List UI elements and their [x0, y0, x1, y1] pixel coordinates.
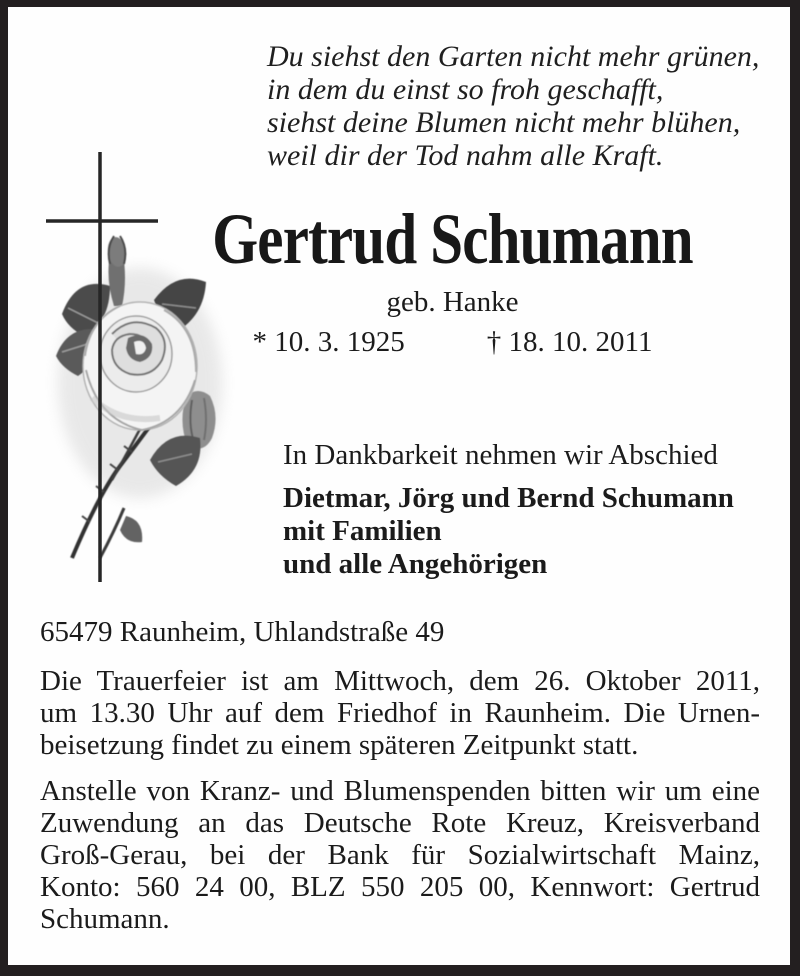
maiden-name: geb. Hanke — [386, 286, 519, 318]
funeral-line: um 13.30 Uhr auf dem Friedhof in Raunheim. Die Urnen- — [40, 697, 760, 729]
verse-line: weil dir der Tod nahm alle Kraft. — [267, 139, 664, 172]
mourners-line: Dietmar, Jörg und Bernd Schumann — [283, 482, 734, 514]
mourners-line: mit Familien — [283, 515, 442, 547]
verse-line: siehst deine Blumen nicht mehr blühen, — [267, 106, 741, 139]
donation-info — [40, 775, 760, 935]
verse-line: in dem du einst so froh geschafft, — [267, 73, 664, 106]
mourners-line: und alle Angehörigen — [283, 548, 548, 580]
life-dates — [115, 326, 790, 359]
verse-line: Du siehst den Garten nicht mehr grünen, — [267, 40, 760, 73]
birth-date: * 10. 3. 1925 — [252, 326, 405, 358]
funeral-line: Die Trauerfeier ist am Mittwoch, dem 26. Oktober 2011, — [40, 665, 760, 697]
funeral-info — [40, 665, 760, 761]
home-address: 65479 Raunheim, Uhlandstraße 49 — [40, 616, 445, 648]
donation-line: Groß-Gerau, bei der Bank für Sozialwirtschaft Mainz, — [40, 839, 760, 871]
mourners-list — [283, 482, 734, 581]
donation-line: Zuwendung an das Deutsche Rote Kreuz, Kreisverband — [40, 807, 760, 839]
donation-line: Schumann. — [40, 903, 170, 935]
death-date: † 18. 10. 2011 — [486, 326, 653, 358]
farewell-intro: In Dankbarkeit nehmen wir Abschied — [283, 439, 718, 471]
memorial-verse — [267, 40, 759, 172]
donation-line: Konto: 560 24 00, BLZ 550 205 00, Kennwort: Gertrud — [40, 871, 760, 903]
funeral-line: beisetzung findet zu einem späteren Zeitpunkt statt. — [40, 729, 639, 761]
donation-line: Anstelle von Kranz- und Blumenspenden bitten wir um eine — [40, 775, 760, 807]
cross-rose-artwork — [28, 128, 238, 598]
deceased-name: Gertrud Schumann — [212, 199, 693, 279]
